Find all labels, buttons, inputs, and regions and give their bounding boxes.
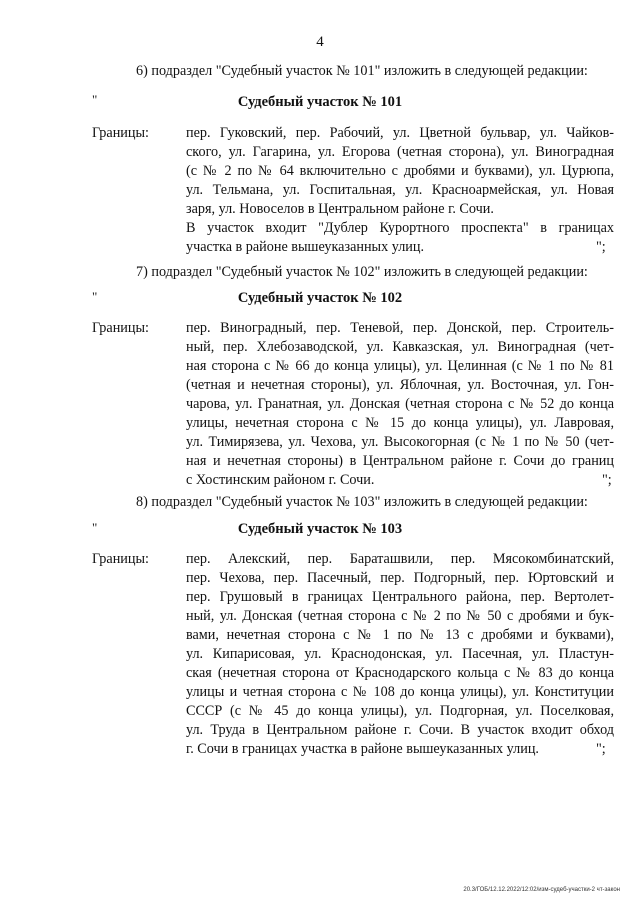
borders-label: Границы: (92, 551, 149, 567)
body-line: участка в районе вышеуказанных улиц. (186, 239, 425, 255)
body-line: пер. Виноградный, пер. Теневой, пер. Донской, пер. Строитель- (186, 320, 614, 336)
body-line: ул. Тимирязева, ул. Чехова, ул. Высокогорная (с № 1 по № 50 (чет- (186, 434, 614, 450)
body-line: ская (нечетная сторона от Краснодарского кольца с № 83 до конца (186, 665, 614, 681)
quote-open: " (92, 289, 98, 304)
section-intro: 6) подраздел "Судебный участок № 101" изложить в следующей редакции: (136, 63, 588, 79)
body-line: пер. Чехова, пер. Пасечный, пер. Подгорный, пер. Юртовский и (186, 570, 614, 586)
body-line: г. Сочи в границах участка в районе вышеуказанных улиц. (186, 741, 539, 757)
end-mark: "; (596, 741, 606, 757)
body-line: заря, ул. Новоселов в Центральном районе г. Сочи. (186, 201, 494, 217)
body-line: (с № 2 по № 64 включительно с дробями и буквами), ул. Цурюпа, (186, 163, 614, 179)
borders-label: Границы: (92, 125, 149, 141)
quote-open: " (92, 92, 98, 107)
body-line: пер. Грушовый в границах Центрального района, пер. Вертолет- (186, 589, 614, 605)
body-line: В участок входит "Дублер Курортного проспекта" в границах (186, 220, 614, 236)
body-line: вами, нечетная сторона с № 1 по № 13 с дробями и буквами), (186, 627, 614, 643)
body-line: СССР (с № 45 до конца улицы), ул. Подгорная, ул. Поселковая, (186, 703, 614, 719)
body-line: улицы и четная сторона с № 108 до конца улицы), ул. Конституции (186, 684, 614, 700)
body-line: ная и нечетная стороны) в Центральном районе г. Сочи до границ (186, 453, 614, 469)
section-heading: Судебный участок № 102 (237, 290, 403, 306)
body-line: ный, пер. Хлебозаводской, ул. Кавказская, ул. Виноградная (чет- (186, 339, 614, 355)
body-line: пер. Гуковский, пер. Рабочий, ул. Цветной бульвар, ул. Чайков- (186, 125, 614, 141)
borders-label: Границы: (92, 320, 149, 336)
end-mark: "; (602, 472, 612, 488)
body-line: чарова, ул. Гранатная, ул. Донская (четная сторона с № 52 до конца (186, 396, 614, 412)
footer-code: 20.3/ГОБ/12.12.2022/12:02/изм-судеб-участки-2 чт-закон (463, 887, 620, 893)
section-heading: Судебный участок № 101 (237, 94, 403, 110)
body-line: ул. Тельмана, ул. Госпитальная, ул. Красноармейская, ул. Новая (186, 182, 614, 198)
body-line: улицы, нечетная сторона с № 15 до конца улицы), ул. Лавровая, (186, 415, 614, 431)
body-line: пер. Алекский, пер. Бараташвили, пер. Мясокомбинатский, (186, 551, 614, 567)
body-line: с Хостинским районом г. Сочи. (186, 472, 375, 488)
quote-open: " (92, 520, 98, 535)
body-line: ул. Труда в Центральном районе г. Сочи. В участок входит обход (186, 722, 614, 738)
section-intro: 8) подраздел "Судебный участок № 103" изложить в следующей редакции: (136, 494, 588, 510)
body-line: ул. Кипарисовая, ул. Краснодонская, ул. Пасечная, ул. Пластун- (186, 646, 614, 662)
section-intro: 7) подраздел "Судебный участок № 102" изложить в следующей редакции: (136, 264, 588, 280)
page-number: 4 (316, 34, 324, 50)
body-line: ный, ул. Донская (четная сторона с № 2 по № 50 с дробями и бук- (186, 608, 614, 624)
body-line: (четная и нечетная стороны), ул. Яблочная, ул. Восточная, ул. Гон- (186, 377, 614, 393)
end-mark: "; (596, 239, 606, 255)
body-line: ского, ул. Гагарина, ул. Егорова (четная сторона), ул. Виноградная (186, 144, 614, 160)
body-line: ная сторона с № 66 до конца улицы), ул. Целинная (с № 1 по № 81 (186, 358, 614, 374)
section-heading: Судебный участок № 103 (237, 521, 403, 537)
